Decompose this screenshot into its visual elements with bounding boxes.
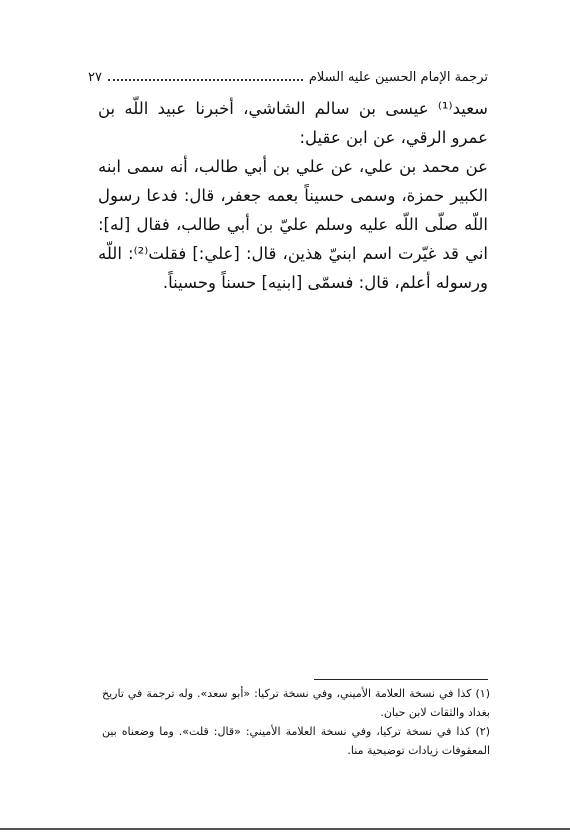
footnote-separator: [314, 679, 488, 680]
running-header: [88, 66, 488, 88]
header-title: ترجمة الإمام الحسين عليه السلام: [308, 69, 488, 85]
paragraph-2: عن محمد بن علي، عن علي بن أبي طالب، أنه سمى ابنه الكبير حمزة، وسمى حسيناً بعمه جعفر، قال: فدعا رسول اللّه صلّى اللّه عليه وسلم عليّ بن أبي طالب، فقال [له]: اني قد غيّرت اسم ابنيّ هذين، قال: [علي:] فقلت⁽²⁾: اللّه ورسوله أعلم، قال: فسمّى [ابنيه] حسناً وحسيناً.: [98, 157, 488, 292]
paragraph-1: سعيد⁽¹⁾ عيسى بن سالم الشاشي، أخبرنا عبيد اللّه بن عمرو الرقي، عن ابن عقيل:: [98, 99, 488, 147]
footnote-1: (١) كذا في نسخة العلامة الأميني، وفي نسخة تركيا: «أبو سعد». وله ترجمة في تاريخ بغداد والثقات لابن حبان.: [102, 687, 490, 719]
main-text: [98, 94, 488, 297]
footnotes: [102, 684, 490, 760]
dotted-leader: [108, 79, 303, 81]
page-number: ٢٧: [88, 69, 102, 85]
page-bottom-edge: [0, 828, 570, 830]
footnote-2: (٢) كذا في نسخة تركيا، وفي نسخة العلامة الأميني: «قال: قلت». وما وضعناه بين المعقوفات زيادات توضيحية منا.: [102, 725, 490, 757]
